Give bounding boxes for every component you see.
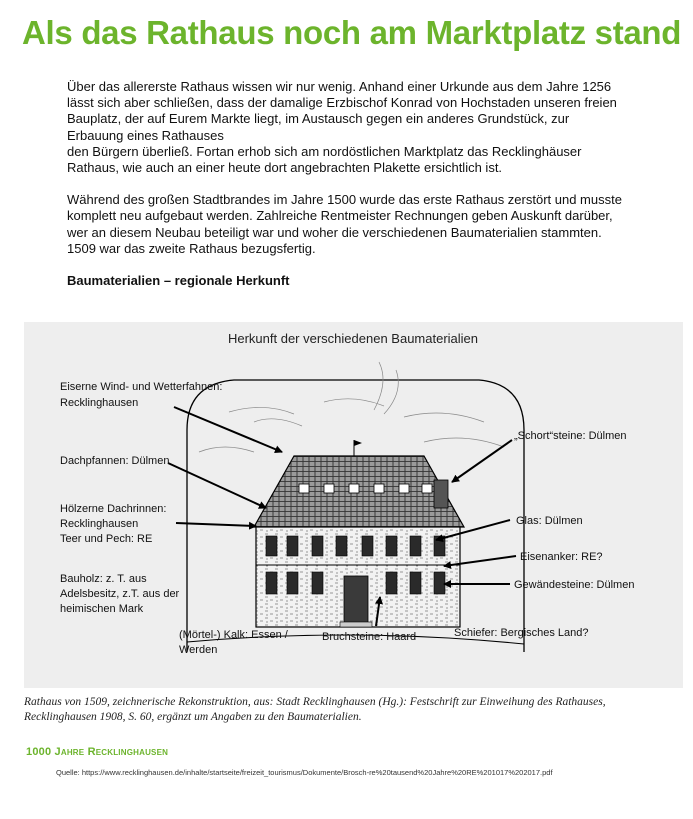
- label-lime-mortar-origin: Werden: [179, 644, 218, 656]
- label-rubble-stones: Bruchsteine: Haard: [322, 631, 417, 643]
- label-iron-anchors: Eisenanker: RE?: [520, 551, 603, 563]
- text-line: lässt sich aber schließen, dass der damalige Erzbischof Konrad von Hochstaden unseren freien: [67, 95, 617, 111]
- label-chimney-stones: „Schort“steine: Dülmen: [514, 430, 627, 442]
- label-wind-vanes: Eiserne Wind- und Wetterfahnen:: [60, 381, 223, 393]
- label-lime-mortar: (Mörtel-) Kalk: Essen /: [179, 629, 288, 641]
- intro-text: [67, 79, 652, 289]
- label-wind-vanes-origin: Recklinghausen: [60, 397, 139, 409]
- text-line: Rathaus, wie auch an einer heute dort angebrachten Plakette ersichtlich ist.: [67, 160, 503, 176]
- label-slate: Schiefer: Bergisches Land?: [454, 627, 589, 639]
- entrance-steps: [340, 622, 372, 627]
- text-line: wer an diesem Neubau beteiligt war und woher die verschiedenen Baumaterialien stammten.: [67, 224, 602, 240]
- label-gutters-origin: Recklinghausen: [60, 518, 139, 530]
- chimney: [434, 480, 448, 508]
- label-gutters: Hölzerne Dachrinnen:: [60, 503, 167, 515]
- label-tar-pitch: Teer und Pech: RE: [60, 533, 153, 545]
- text-line: Über das allererste Rathaus wissen wir nur wenig. Anhand einer Urkunde aus dem Jahre 1256: [67, 79, 612, 94]
- figure-title: Herkunft der verschiedenen Baumaterialien: [227, 331, 479, 346]
- caption-line: Rathaus von 1509, zeichnerische Rekonstruktion, aus: Stadt Recklinghausen (Hg.): Festschrift zur Einweihung des Rathauses,: [24, 696, 606, 708]
- label-frame-stones: Gewändesteine: Dülmen: [514, 579, 635, 591]
- section-subheading: Baumaterialien – regionale Herkunft: [67, 273, 290, 289]
- rathaus-drawing: [24, 322, 683, 688]
- text-line: 1509 war das zweite Rathaus bezugsfertig.: [67, 240, 316, 256]
- sky-hatching: [199, 362, 504, 452]
- label-timber-line-2: Adelsbesitz, z.T. aus der: [60, 588, 180, 600]
- footer-brand: 1000 Jahre Recklinghausen: [26, 746, 169, 758]
- text-line: Während des großen Stadtbrandes im Jahre 1500 wurde das erste Rathaus zerstört und musste: [67, 192, 622, 208]
- label-timber-line-3: heimischen Mark: [60, 603, 144, 615]
- building-materials-figure: [24, 322, 683, 688]
- text-line: Bauplatz, der auf Eurem Markte liegt, im Austausch gegen ein anderes Grundstück, zur: [67, 111, 570, 127]
- text-line: komplett neu aufgebaut werden. Zahlreiche Rentmeister Rechnungen geben Auskunft darüber,: [67, 208, 613, 224]
- label-timber: Bauholz: z. T. aus: [60, 573, 147, 585]
- entrance-door: [344, 576, 368, 624]
- figure-caption: [24, 695, 664, 724]
- source-line[interactable]: Quelle: https://www.recklinghausen.de/inhalte/startseite/freizeit_tourismus/Dokumente/Brosch-re%20tausend%20Jahre%20RE%201017%202017.pdf: [56, 768, 553, 777]
- label-roof-tiles: Dachpfannen: Dülmen: [60, 455, 170, 467]
- vane-flag: [354, 440, 362, 446]
- text-line: Erbauung eines Rathauses: [67, 127, 224, 143]
- label-glass: Glas: Dülmen: [516, 515, 583, 527]
- caption-line: Recklinghausen 1908, S. 60, ergänzt um Angaben zu den Baumaterialien.: [24, 710, 362, 723]
- page-title: Als das Rathaus noch am Marktplatz stand: [22, 14, 682, 51]
- text-line: den Bürgern überließ. Fortan erhob sich am nordöstlichen Marktplatz das Recklinghäuser: [67, 143, 582, 159]
